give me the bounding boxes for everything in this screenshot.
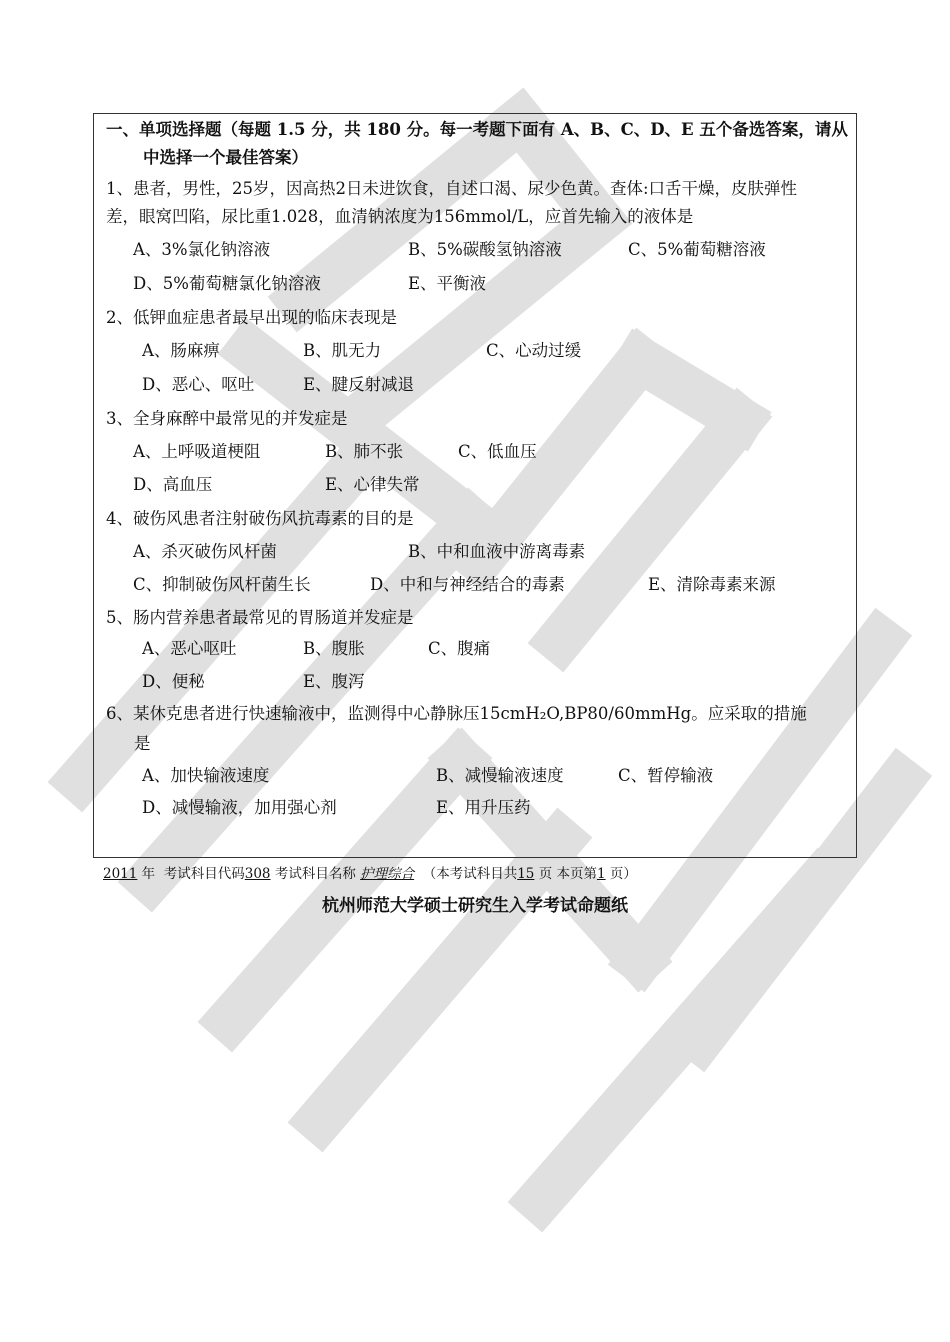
question-1-option-d: D、5%葡萄糖氯化钠溶液 — [133, 274, 321, 293]
question-3-option-a: A、上呼吸道梗阻 — [133, 442, 261, 461]
year-suffix: 年 — [141, 866, 156, 882]
question-4-option-a: A、杀灭破伤风杆菌 — [133, 542, 277, 561]
question-2-option-b: B、肌无力 — [303, 341, 382, 360]
question-1-option-b: B、5%碳酸氢钠溶液 — [408, 240, 562, 259]
exam-year: 2011 — [103, 866, 138, 882]
question-2-option-d: D、恶心、呕吐 — [142, 375, 255, 394]
question-3-stem: 3、全身麻醉中最常见的并发症是 — [106, 409, 348, 428]
exam-footer-info — [103, 862, 637, 882]
question-5-option-c: C、腹痛 — [428, 639, 491, 658]
university-title: 杭州师范大学硕士研究生入学考试命题纸 — [322, 896, 628, 916]
question-1-option-e: E、平衡液 — [408, 274, 487, 293]
question-2-option-e: E、腱反射减退 — [303, 375, 415, 394]
pages-prefix: （本考试科目共 — [422, 866, 518, 882]
question-5-stem: 5、肠内营养患者最常见的胃肠道并发症是 — [106, 608, 414, 627]
question-5-option-b: B、腹胀 — [303, 639, 365, 658]
question-2-option-a: A、肠麻痹 — [142, 341, 220, 360]
question-4-option-e: E、清除毒素来源 — [648, 575, 776, 594]
question-1-option-a: A、3%氯化钠溶液 — [133, 240, 271, 259]
question-3-option-b: B、肺不张 — [325, 442, 404, 461]
question-3-option-c: C、低血压 — [458, 442, 537, 461]
question-2-stem: 2、低钾血症患者最早出现的临床表现是 — [106, 308, 397, 327]
question-6-option-a: A、加快输液速度 — [142, 766, 270, 785]
question-1-stem-cont: 差，眼窝凹陷，尿比重1.028，血清钠浓度为156mmol/L，应首先输入的液体是 — [106, 207, 694, 226]
subject-code: 308 — [244, 866, 271, 882]
question-5-option-a: A、恶心呕吐 — [142, 639, 237, 658]
question-4-option-b: B、中和血液中游离毒素 — [408, 542, 586, 561]
question-6-stem: 6、某休克患者进行快速输液中，监测得中心静脉压15cmH₂O,BP80/60mmHg。应采取的措施 — [106, 704, 807, 723]
question-1-option-c: C、5%葡萄糖溶液 — [628, 240, 766, 259]
subject-code-label: 考试科目代码 — [163, 866, 245, 882]
question-1-stem: 1、患者，男性，25岁，因高热2日未进饮食，自述口渴、尿少色黄。查体:口舌干燥，皮肤弹性 — [106, 179, 798, 198]
section-title-line1: 一、单项选择题（每题 1.5 分，共 180 分。每一考题下面有 A、B、C、D、E 五个备选答案，请从 — [106, 120, 848, 139]
question-4-option-c: C、抑制破伤风杆菌生长 — [133, 575, 311, 594]
question-6-option-b: B、减慢输液速度 — [436, 766, 564, 785]
question-6-stem-cont: 是 — [134, 734, 151, 753]
question-3-option-e: E、心律失常 — [325, 475, 420, 494]
question-5-option-e: E、腹泻 — [303, 672, 365, 691]
section-title-line2: 中选择一个最佳答案） — [143, 148, 308, 167]
question-4-option-d: D、中和与神经结合的毒素 — [370, 575, 565, 594]
pages-mid: 页 本页第 — [538, 866, 597, 882]
question-4-stem: 4、破伤风患者注射破伤风抗毒素的目的是 — [106, 509, 414, 528]
question-5-option-d: D、便秘 — [142, 672, 205, 691]
pages-suffix: 页） — [609, 866, 637, 882]
question-6-option-e: E、用升压药 — [436, 798, 531, 817]
question-2-option-c: C、心动过缓 — [486, 341, 582, 360]
page-number: 1 — [597, 866, 606, 882]
total-pages: 15 — [517, 866, 535, 882]
question-6-option-d: D、减慢输液，加用强心剂 — [142, 798, 337, 817]
subject-name: 护理综合 — [360, 866, 415, 882]
question-3-option-d: D、高血压 — [133, 475, 213, 494]
subject-name-label: 考试科目名称 — [274, 866, 356, 882]
question-6-option-c: C、暂停输液 — [618, 766, 714, 785]
